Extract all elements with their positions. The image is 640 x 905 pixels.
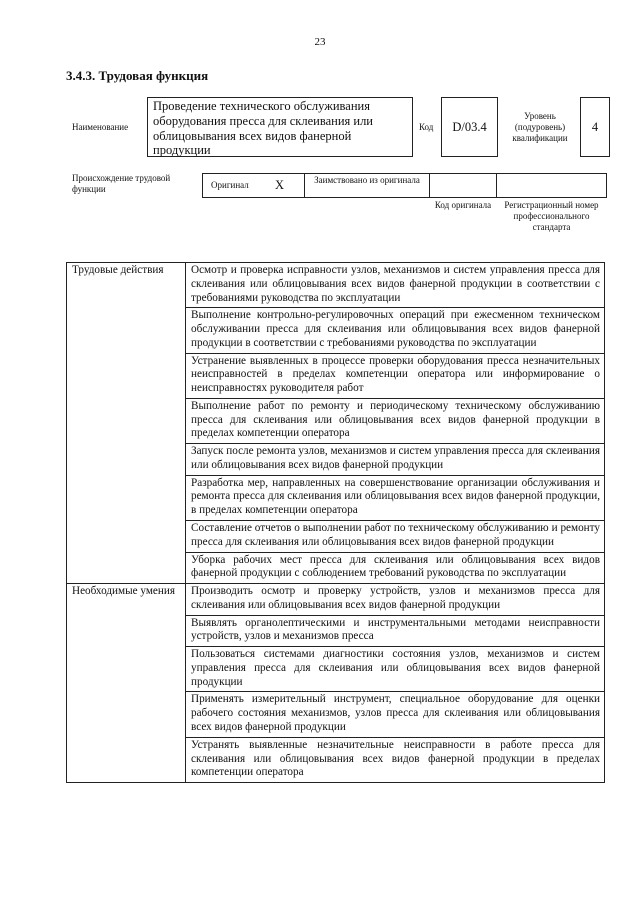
level-label: Уровень (подуровень) квалификации <box>512 111 568 143</box>
original-cell <box>202 173 305 198</box>
labor-action: Разработка мер, направленных на совершенствование организации обслуживания и ремонта пресса для склеивания или облицовывания всех видов фанерной продукции, в пределах компетенции оператора <box>186 475 605 520</box>
reg-number-cell <box>496 173 607 198</box>
required-skill: Устранять выявленные незначительные неисправности в работе пресса для склеивания или облицовывания всех видов фанерной продукции в пределах компетенции оператора <box>186 737 605 782</box>
labor-actions-label: Трудовые действия <box>67 263 186 584</box>
code-original-cell <box>429 173 497 198</box>
code-label: Код <box>419 122 434 132</box>
original-mark: X <box>275 178 285 192</box>
borrowed-label: Заимствовано из оригинала <box>314 175 420 185</box>
labor-action: Составление отчетов о выполнении работ по техническому обслуживанию и ремонту пресса для склеивания или облицовывания всех видов фанерной продукции <box>186 521 605 553</box>
level-value: 4 <box>591 119 599 134</box>
labor-action: Уборка рабочих мест пресса для склеивания или облицовывания всех видов фанерной продукции с соблюдением требований руководства по эксплуатации <box>186 552 605 584</box>
required-skill: Пользоваться системами диагностики состояния узлов, механизмов и систем управления пресса для склеивания или облицовывания всех видов фанерной продукции <box>186 647 605 692</box>
code-original-label: Код оригинала <box>434 200 492 210</box>
labor-action: Осмотр и проверка исправности узлов, механизмов и систем управления пресса для склеивания или облицовывания всех видов фанерной продукции в соответствии с требованиями руководства по эксплуатации <box>186 263 605 308</box>
labor-action: Выполнение контрольно-регулировочных операций при ежесменном техническом обслуживании пресса для склеивания или облицовывания всех видов фанерной продукции в соответствии с требованиями руководства по эксплуатации <box>186 308 605 353</box>
labor-action: Устранение выявленных в процессе проверки оборудования пресса незначительных неисправностей в пределах компетенции оператора или информирование о неисправностях руководителя работ <box>186 353 605 398</box>
function-name-box <box>147 97 413 157</box>
level-box <box>580 97 610 157</box>
labor-action: Выполнение работ по ремонту и периодическому техническому обслуживанию пресса для склеивания или облицовывания всех видов фанерной продукции в пределах компетенции оператора <box>186 398 605 443</box>
name-label: Наименование <box>72 122 129 132</box>
required-skill: Применять измерительный инструмент, специальное оборудование для оценки рабочего состояния механизмов, узлов пресса для склеивания или облицовывания всех видов фанерной продукции <box>186 692 605 737</box>
labor-action: Запуск после ремонта узлов, механизмов и систем управления пресса для склеивания или облицовывания всех видов фанерной продукции <box>186 444 605 476</box>
required-skill: Выявлять органолептическими и инструментальными методами неисправности устройств, узлов и механизмов пресса <box>186 615 605 647</box>
code-box <box>441 97 498 157</box>
code-value: D/03.4 <box>452 119 487 134</box>
page-number: 23 <box>314 36 326 48</box>
required-skills-label: Необходимые умения <box>67 584 186 783</box>
function-table <box>66 262 605 783</box>
origin-label: Происхождение трудовой функции <box>72 173 171 194</box>
original-label: Оригинал <box>211 180 249 190</box>
function-name: Проведение технического обслуживания оборудования пресса для склеивания или облицовывания всех видов фанерной продукции <box>153 99 374 158</box>
required-skill: Производить осмотр и проверку устройств, узлов и механизмов пресса для склеивания или облицовывания всех видов фанерной продукции <box>186 584 605 616</box>
section-title: 3.4.3. Трудовая функция <box>66 68 209 83</box>
reg-number-label: Регистрационный номер профессионального стандарта <box>504 200 599 232</box>
borrowed-cell <box>304 173 430 198</box>
table-row <box>67 584 605 616</box>
table-row <box>67 263 605 308</box>
